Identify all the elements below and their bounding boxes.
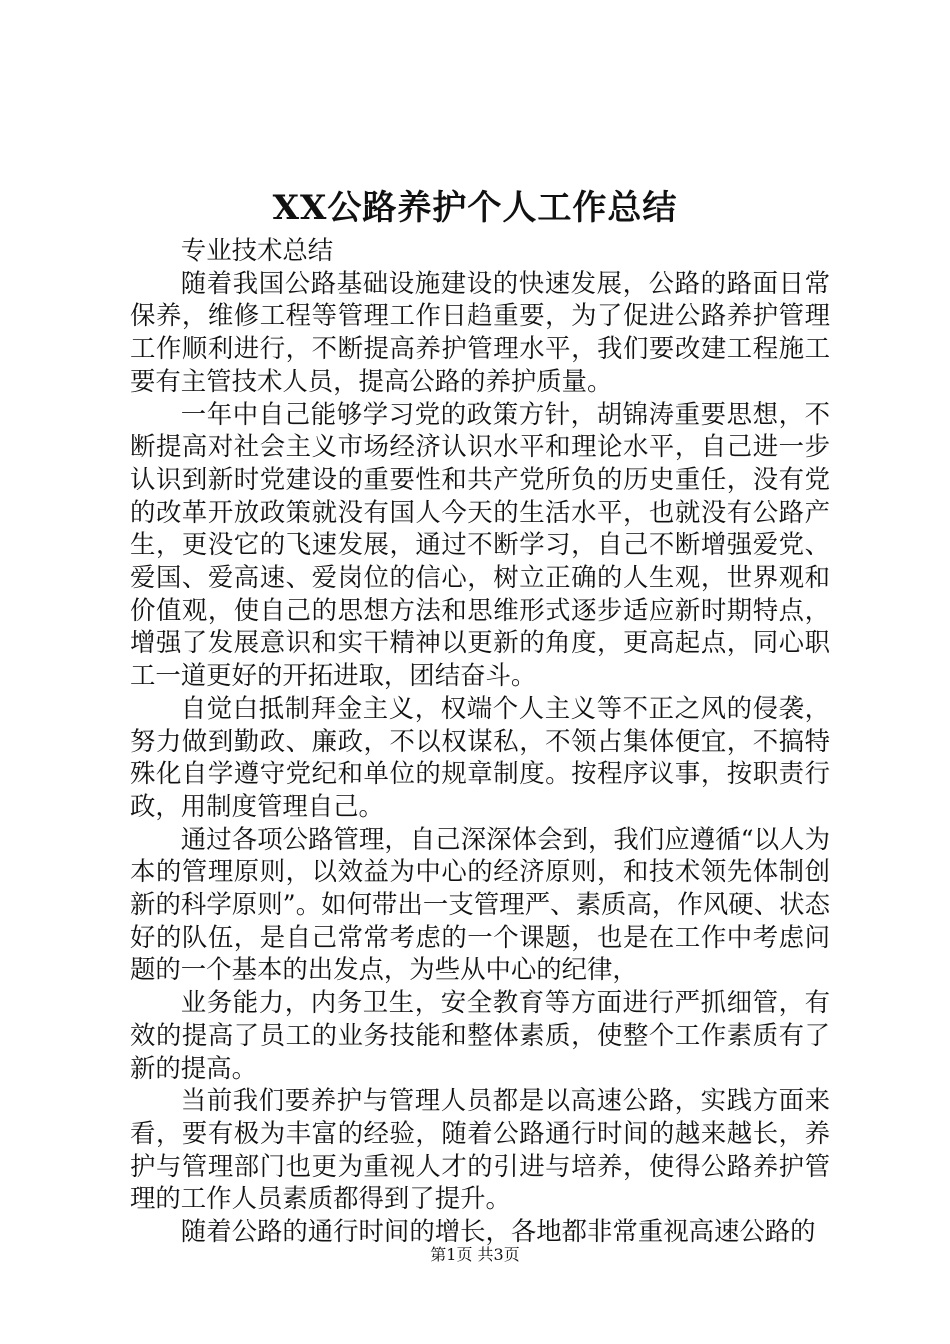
paragraph: 自觉白抵制拜金主义，权端个人主义等不正之风的侵袭，努力做到勤政、廉政，不以权谋私，不领占集体便宜，不搞特殊化自学遵守党纪和单位的规章制度。按程序议事，按职责行政，用制度管理自己。	[130, 692, 830, 821]
paragraph: 当前我们要养护与管理人员都是以高速公路，实践方面来看，要有极为丰富的经验，随着公路通行时间的越来越长，养护与管理部门也更为重视人才的引进与培养，使得公路养护管理的工作人员素质都得到了提升。	[130, 1085, 830, 1214]
paragraph: 通过各项公路管理，自己深深体会到，我们应遵循“以人为本的管理原则，以效益为中心的经济原则，和技术领先体制创新的科学原则”。如何带出一支管理严、素质高，作风硬、状态好的队伍，是自己常常考虑的一个课题，也是在工作中考虑问题的一个基本的出发点，为些从中心的纪律，	[130, 823, 830, 985]
page-footer: 第1页 共3页	[430, 1245, 520, 1264]
paragraph: 随着公路的通行时间的增长，各地都非常重视高速公路的	[180, 1216, 816, 1247]
paragraph: 一年中自己能够学习党的政策方针，胡锦涛重要思想，不断提高对社会主义市场经济认识水平和理论水平，自己进一步认识到新时党建设的重要性和共产党所负的历史重任，没有党的改革开放政策就没有国人今天的生活水平，也就没有公路产生，更没它的飞速发展，通过不断学习，自己不断增强爱党、爱国、爱高速、爱岗位的信心，树立正确的人生观，世界观和价值观，使自己的思想方法和思维形式逐步适应新时期特点，增强了发展意识和实干精神以更新的角度，更高起点，同心职工一道更好的开拓进取，团结奋斗。	[130, 398, 830, 691]
document-title: XX公路养护个人工作总结	[272, 188, 678, 228]
paragraph: 业务能力，内务卫生，安全教育等方面进行严抓细管，有效的提高了员工的业务技能和整体素质，使整个工作素质有了新的提高。	[130, 987, 830, 1083]
paragraph: 随着我国公路基础设施建设的快速发展，公路的路面日常保养，维修工程等管理工作日趋重要，为了促进公路养护管理工作顺利进行，不断提高养护管理水平，我们要改建工程施工要有主管技术人员，提高公路的养护质量。	[130, 267, 830, 396]
paragraph: 专业技术总结	[180, 235, 334, 265]
document-body	[130, 234, 830, 1248]
